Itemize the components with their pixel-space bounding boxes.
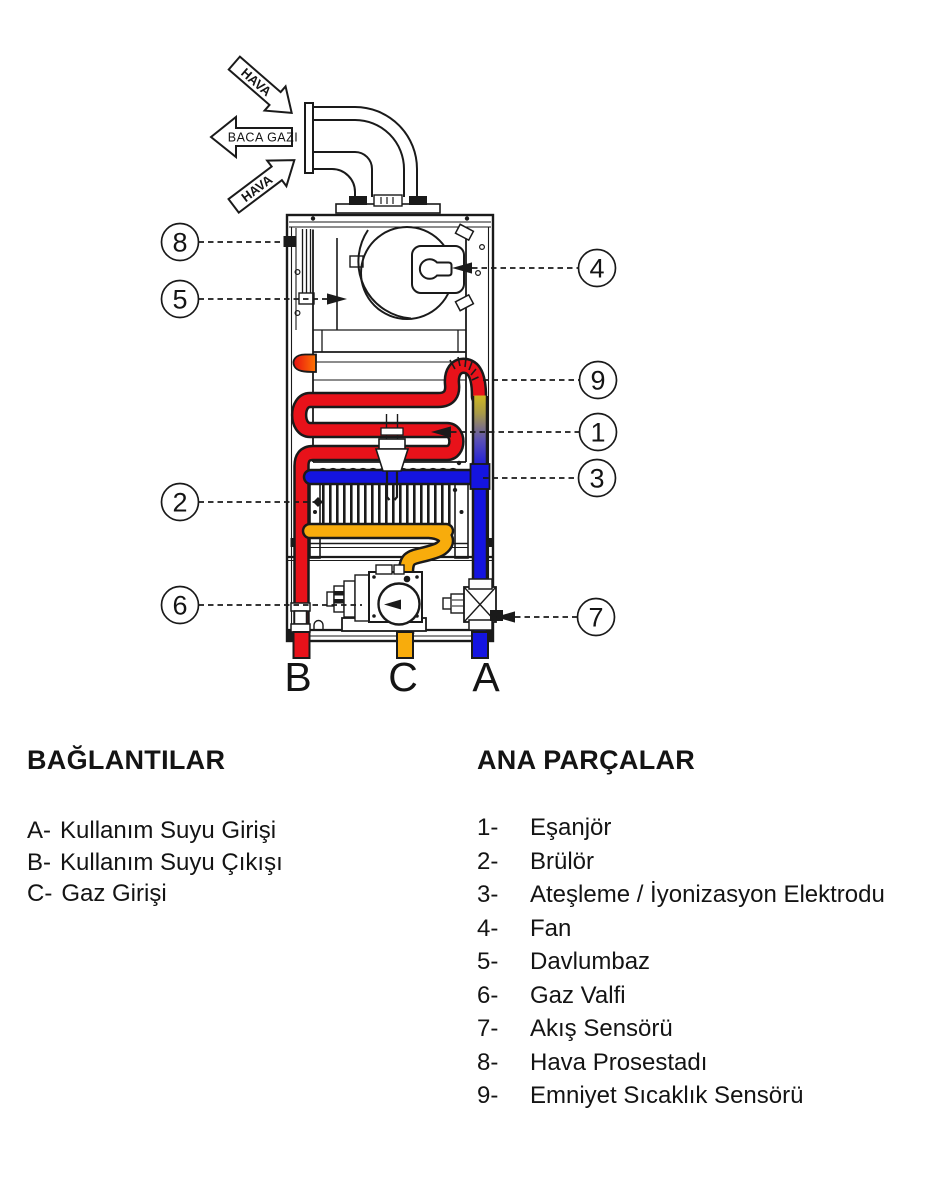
callout-3 (579, 460, 616, 497)
svg-text:5: 5 (172, 284, 188, 315)
svg-text:7: 7 (588, 602, 604, 633)
callout-7 (578, 599, 615, 636)
list-item: 5- Davlumbaz (477, 948, 651, 975)
list-item: B- Kullanım Suyu Çıkışı (27, 848, 283, 876)
flue-gas-arrow (211, 117, 298, 157)
list-item: 2- Brülör (477, 847, 595, 875)
list-item: 7- Akış Sensörü (477, 1015, 673, 1042)
list-item: 1- Eşanjör (477, 814, 612, 841)
label-pipe-c: C (388, 654, 418, 700)
list-item: A- Kullanım Suyu Girişi (27, 817, 277, 844)
parts-legend (477, 745, 937, 1113)
svg-text:1: 1 (590, 417, 606, 448)
list-item: 9- Emniyet Sıcaklık Sensörü (477, 1082, 804, 1109)
callout-8 (162, 224, 199, 261)
svg-text:HAVA: HAVA (238, 171, 276, 205)
keyhole-icon (420, 259, 452, 279)
svg-text:3: 3 (589, 463, 605, 494)
callout-6 (162, 587, 199, 624)
svg-text:HAVA: HAVA (238, 64, 275, 100)
callout-4 (579, 250, 616, 287)
svg-text:BACA GAZI: BACA GAZI (227, 130, 299, 145)
connections-list (27, 815, 447, 910)
callout-2 (162, 484, 199, 521)
callout-1 (580, 414, 617, 451)
svg-text:6: 6 (172, 590, 188, 621)
label-pipe-b: B (284, 654, 312, 700)
air-arrow-top (224, 51, 302, 125)
svg-text:8: 8 (172, 227, 188, 258)
label-pipe-a: A (472, 654, 500, 700)
list-item: 4- Fan (477, 914, 572, 942)
list-item: C- Gaz Girişi (27, 880, 167, 907)
connections-legend (27, 745, 447, 910)
list-item: 6- Gaz Valfi (477, 981, 626, 1009)
connections-title: BAĞLANTILAR (27, 745, 226, 775)
callout-5 (162, 281, 199, 318)
parts-title: ANA PARÇALAR (477, 745, 696, 775)
parts-list (477, 811, 937, 1113)
callout-9 (580, 362, 617, 399)
list-item: 3- Ateşleme / İyonizasyon Elektrodu (477, 881, 885, 908)
list-item: 8- Hava Prosestadı (477, 1048, 708, 1076)
svg-text:4: 4 (589, 253, 605, 284)
flue-elbow (305, 103, 440, 213)
temperature-bulb (293, 355, 316, 373)
svg-text:2: 2 (172, 487, 188, 518)
svg-text:9: 9 (590, 365, 606, 396)
